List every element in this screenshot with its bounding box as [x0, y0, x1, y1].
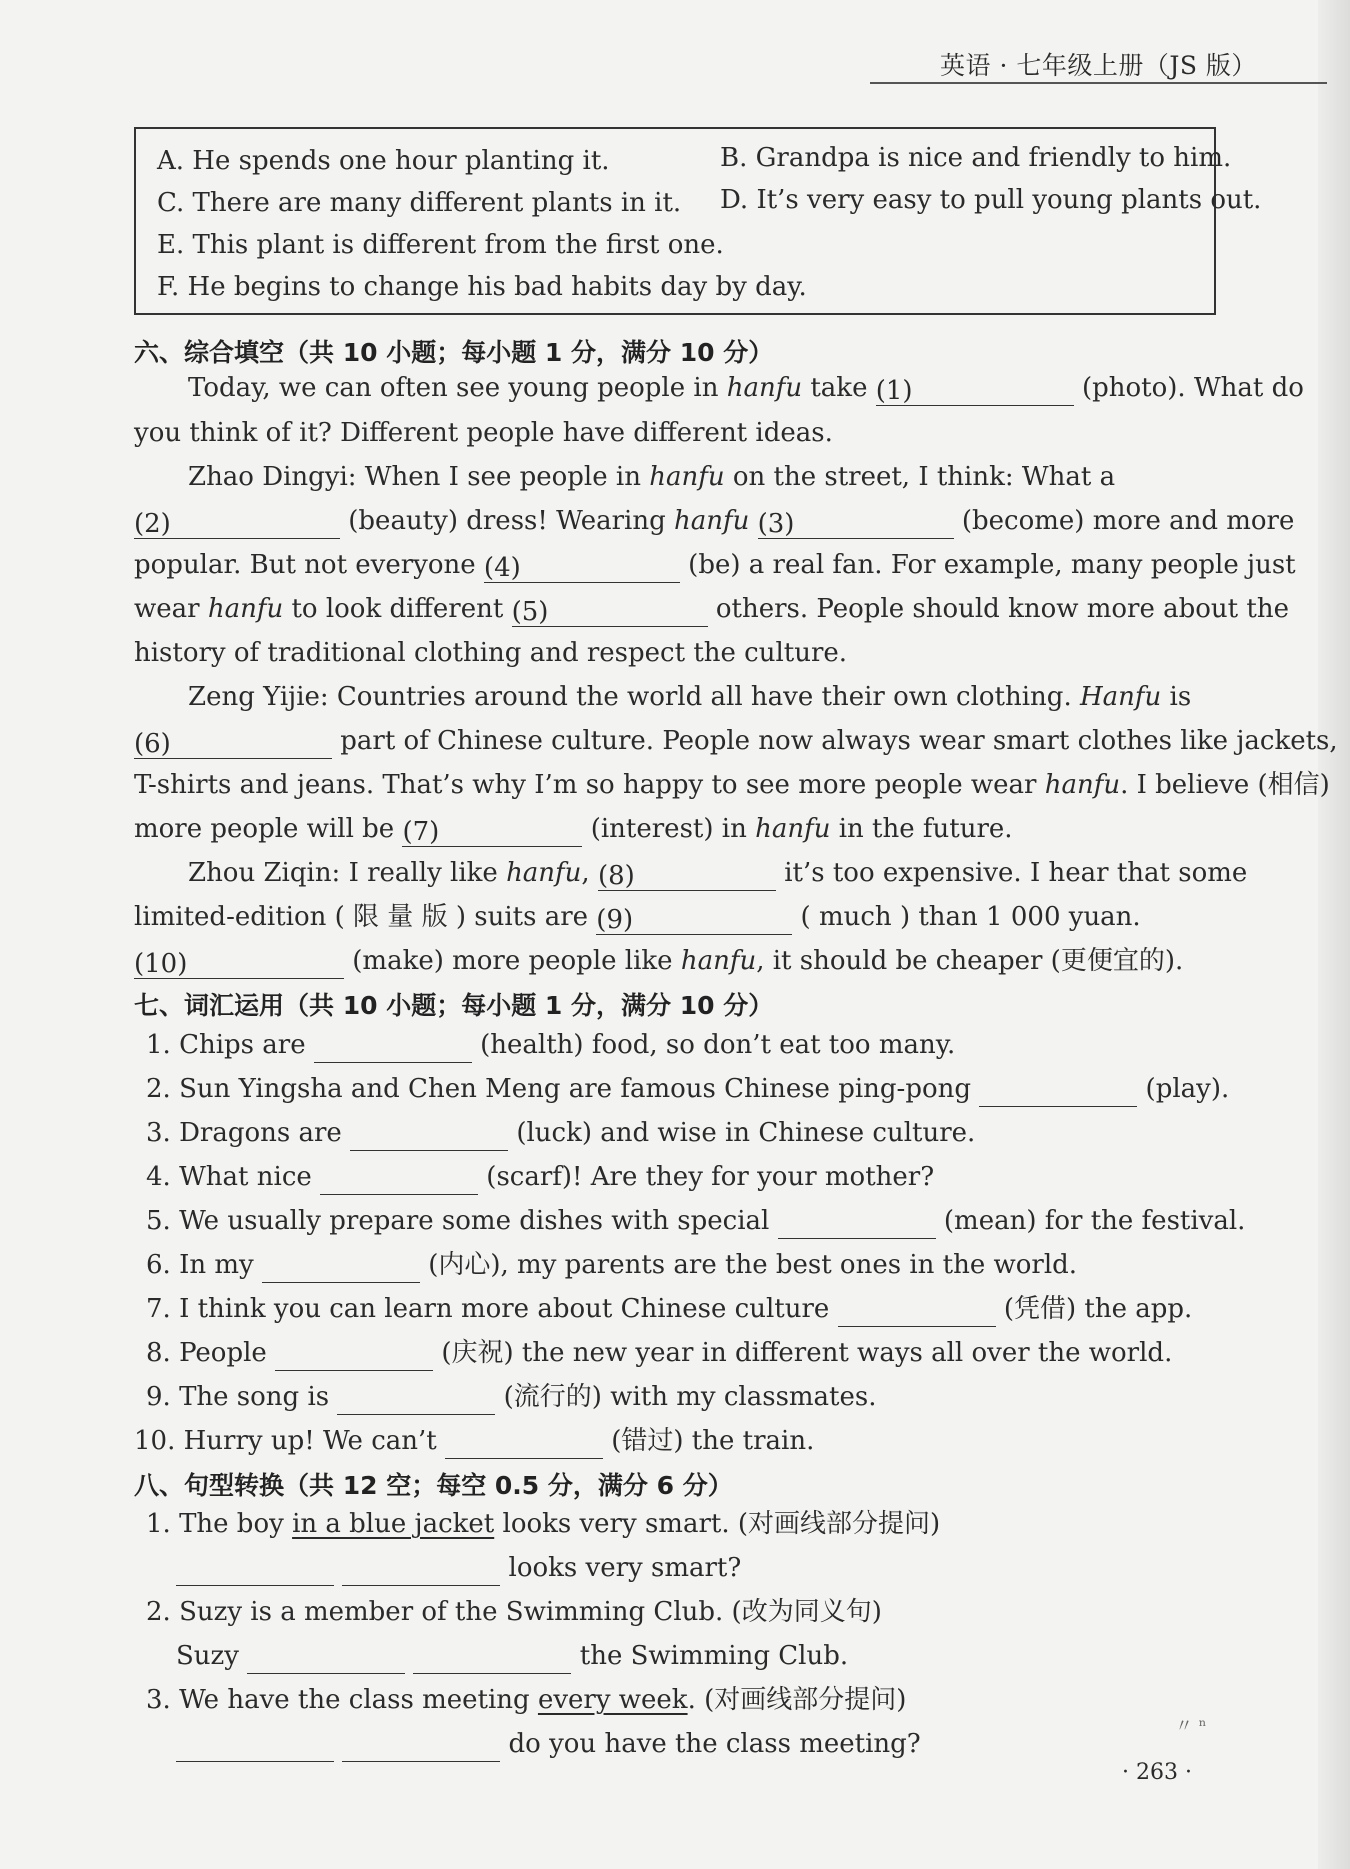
vocab-blank-3[interactable]: [350, 1120, 508, 1151]
vocab-q9: 9. The song is (流行的) with my classmates.: [146, 1379, 877, 1415]
section-8-title: 八、句型转换（共 12 空；每空 0.5 分，满分 6 分）: [134, 1471, 733, 1500]
option-c: C. There are many different plants in it.: [157, 188, 682, 218]
blank-4[interactable]: (4): [484, 550, 680, 583]
vocab-blank-5[interactable]: [778, 1208, 936, 1239]
vocab-blank-8[interactable]: [275, 1340, 433, 1371]
option-b: B. Grandpa is nice and friendly to him.: [720, 143, 1232, 173]
vocab-blank-9[interactable]: [337, 1384, 495, 1415]
s6-line-13: limited-edition ( 限 量 版 ) suits are (9) ( much ) than 1 000 yuan.: [134, 902, 1141, 935]
vocab-q5: 5. We usually prepare some dishes with special (mean) for the festival.: [146, 1203, 1245, 1239]
page-edge: [1318, 0, 1350, 1869]
blank-6[interactable]: (6): [134, 726, 332, 759]
vocab-blank-7[interactable]: [838, 1296, 996, 1327]
header-title: 英语 · 七年级上册（JS 版）: [940, 51, 1257, 80]
transform-blank-2b[interactable]: [413, 1643, 571, 1674]
vocab-q10: 10. Hurry up! We can’t (错过) the train.: [134, 1423, 814, 1459]
s6-line-7: history of traditional clothing and respect the culture.: [134, 638, 848, 668]
blank-9[interactable]: (9): [596, 902, 792, 935]
s6-line-10: T-shirts and jeans. That’s why I’m so happy to see more people wear hanfu. I believe (相信): [134, 770, 1330, 800]
s6-line-5: popular. But not everyone (4) (be) a real fan. For example, many people just: [134, 550, 1296, 583]
blank-5[interactable]: (5): [512, 594, 708, 627]
s6-line-11: more people will be (7) (interest) in hanfu in the future.: [134, 814, 1013, 847]
transform-q3: 3. We have the class meeting every week. (对画线部分提问): [146, 1685, 907, 1715]
s6-line-3: Zhao Dingyi: When I see people in hanfu on the street, I think: What a: [188, 462, 1116, 492]
transform-q1: 1. The boy in a blue jacket looks very smart. (对画线部分提问): [146, 1509, 941, 1539]
page-number: · 263 ·: [1122, 1760, 1192, 1785]
vocab-q4: 4. What nice (scarf)! Are they for your mother?: [146, 1159, 934, 1195]
transform-blank-3a[interactable]: [176, 1731, 334, 1762]
vocab-q3: 3. Dragons are (luck) and wise in Chinese culture.: [146, 1115, 975, 1151]
s6-line-6: wear hanfu to look different (5) others. People should know more about the: [134, 594, 1289, 627]
vocab-q8: 8. People (庆祝) the new year in different ways all over the world.: [146, 1335, 1172, 1371]
transform-q3-answer: do you have the class meeting?: [176, 1726, 921, 1762]
vocab-q7: 7. I think you can learn more about Chinese culture (凭借) the app.: [146, 1291, 1192, 1327]
vocab-blank-4[interactable]: [320, 1164, 478, 1195]
s6-line-12: Zhou Ziqin: I really like hanfu, (8) it’s too expensive. I hear that some: [188, 858, 1248, 891]
s6-line-9: (6) part of Chinese culture. People now always wear smart clothes like jackets,: [134, 726, 1338, 759]
blank-2[interactable]: (2): [134, 506, 340, 539]
option-f: F. He begins to change his bad habits day by day.: [157, 272, 807, 302]
option-a: A. He spends one hour planting it.: [157, 146, 610, 176]
s6-line-8: Zeng Yijie: Countries around the world all have their own clothing. Hanfu is: [188, 682, 1192, 712]
vocab-blank-10[interactable]: [445, 1428, 603, 1459]
section-7-title: 七、词汇运用（共 10 小题；每小题 1 分，满分 10 分）: [134, 991, 774, 1020]
transform-blank-1a[interactable]: [176, 1555, 334, 1586]
blank-3[interactable]: (3): [758, 506, 954, 539]
s6-line-4: (2) (beauty) dress! Wearing hanfu (3) (become) more and more: [134, 506, 1295, 539]
section-6-title: 六、综合填空（共 10 小题；每小题 1 分，满分 10 分）: [134, 338, 774, 367]
s6-line-1: Today, we can often see young people in hanfu take (1) (photo). What do: [188, 373, 1304, 406]
s6-line-14: (10) (make) more people like hanfu, it should be cheaper (更便宜的).: [134, 946, 1184, 979]
s6-line-2: you think of it? Different people have different ideas.: [134, 418, 833, 448]
transform-blank-2a[interactable]: [247, 1643, 405, 1674]
pen-smudge: 〃 ⁿ: [1175, 1716, 1207, 1737]
blank-8[interactable]: (8): [598, 858, 776, 891]
transform-q2-answer: Suzy the Swimming Club.: [176, 1638, 848, 1674]
vocab-q6: 6. In my (内心), my parents are the best ones in the world.: [146, 1247, 1077, 1283]
transform-blank-1b[interactable]: [342, 1555, 500, 1586]
vocab-q1: 1. Chips are (health) food, so don’t eat too many.: [146, 1027, 955, 1063]
transform-blank-3b[interactable]: [342, 1731, 500, 1762]
vocab-blank-6[interactable]: [262, 1252, 420, 1283]
blank-10[interactable]: (10): [134, 946, 344, 979]
vocab-blank-1[interactable]: [314, 1032, 472, 1063]
option-e: E. This plant is different from the first one.: [157, 230, 724, 260]
transform-q1-answer: looks very smart?: [176, 1550, 741, 1586]
blank-1[interactable]: (1): [876, 373, 1074, 406]
vocab-q2: 2. Sun Yingsha and Chen Meng are famous Chinese ping-pong (play).: [146, 1071, 1229, 1107]
transform-q2: 2. Suzy is a member of the Swimming Club. (改为同义句): [146, 1597, 882, 1627]
option-d: D. It’s very easy to pull young plants out.: [720, 185, 1262, 215]
vocab-blank-2[interactable]: [979, 1076, 1137, 1107]
blank-7[interactable]: (7): [402, 814, 582, 847]
header-rule: [870, 82, 1327, 84]
